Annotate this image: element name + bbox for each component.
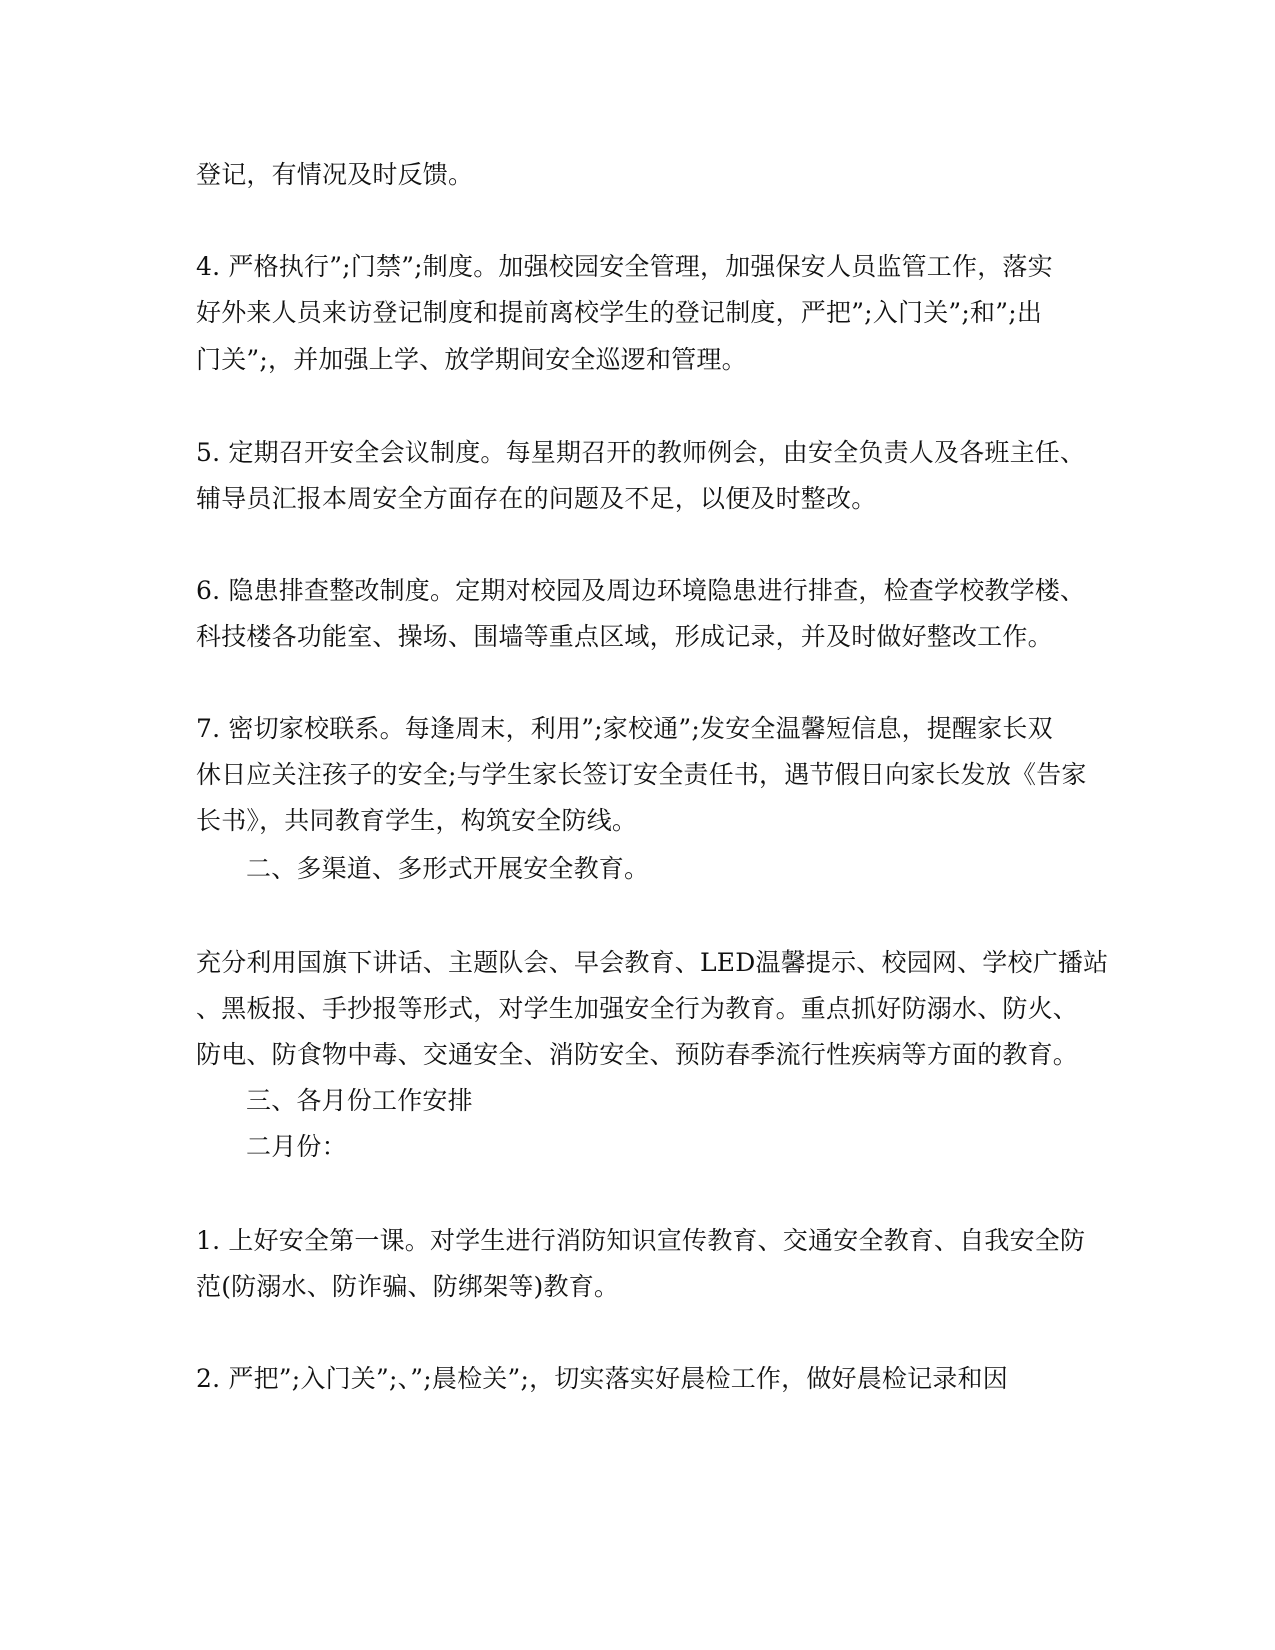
text-line: 充分利用国旗下讲话、主题队会、早会教育、LED温馨提示、校园网、学校广播站 [196, 948, 1109, 977]
section-heading: 二、多渠道、多形式开展安全教育。 [246, 854, 650, 883]
text-line: 7. 密切家校联系。每逢周末，利用”;家校通”;发安全温馨短信息，提醒家长双 [196, 714, 1053, 743]
text-line: 辅导员汇报本周安全方面存在的问题及不足，以便及时整改。 [196, 484, 877, 513]
text-line: 4. 严格执行”;门禁”;制度。加强校园安全管理，加强保安人员监管工作，落实 [196, 252, 1053, 281]
text-line: 防电、防食物中毒、交通安全、消防安全、预防春季流行性疾病等方面的教育。 [196, 1040, 1079, 1069]
text-line: 6. 隐患排查整改制度。定期对校园及周边环境隐患进行排查，检查学校教学楼、 [196, 576, 1086, 605]
sub-heading: 二月份： [246, 1132, 347, 1161]
text-line: 休日应关注孩子的安全;与学生家长签订安全责任书，遇节假日向家长发放《告家 [196, 760, 1087, 789]
text-line: 科技楼各功能室、操场、围墙等重点区域，形成记录，并及时做好整改工作。 [196, 622, 1053, 651]
text-line: 登记，有情况及时反馈。 [196, 160, 474, 189]
text-line: 2. 严把”;入门关”;、”;晨检关”;，切实落实好晨检工作，做好晨检记录和因 [196, 1364, 1008, 1393]
text-line: 5. 定期召开安全会议制度。每星期召开的教师例会，由安全负责人及各班主任、 [196, 438, 1086, 467]
text-line: 门关”;，并加强上学、放学期间安全巡逻和管理。 [196, 345, 747, 374]
text-line: 长书》，共同教育学生，构筑安全防线。 [196, 806, 638, 835]
text-line: 好外来人员来访登记制度和提前离校学生的登记制度，严把”;入门关”;和”;出 [196, 298, 1043, 327]
text-line: 1. 上好安全第一课。对学生进行消防知识宣传教育、交通安全教育、自我安全防 [196, 1226, 1086, 1255]
text-line: 范(防溺水、防诈骗、防绑架等)教育。 [196, 1272, 620, 1301]
section-heading: 三、各月份工作安排 [246, 1086, 473, 1115]
text-line: 、黑板报、手抄报等形式，对学生加强安全行为教育。重点抓好防溺水、防火、 [196, 994, 1079, 1023]
